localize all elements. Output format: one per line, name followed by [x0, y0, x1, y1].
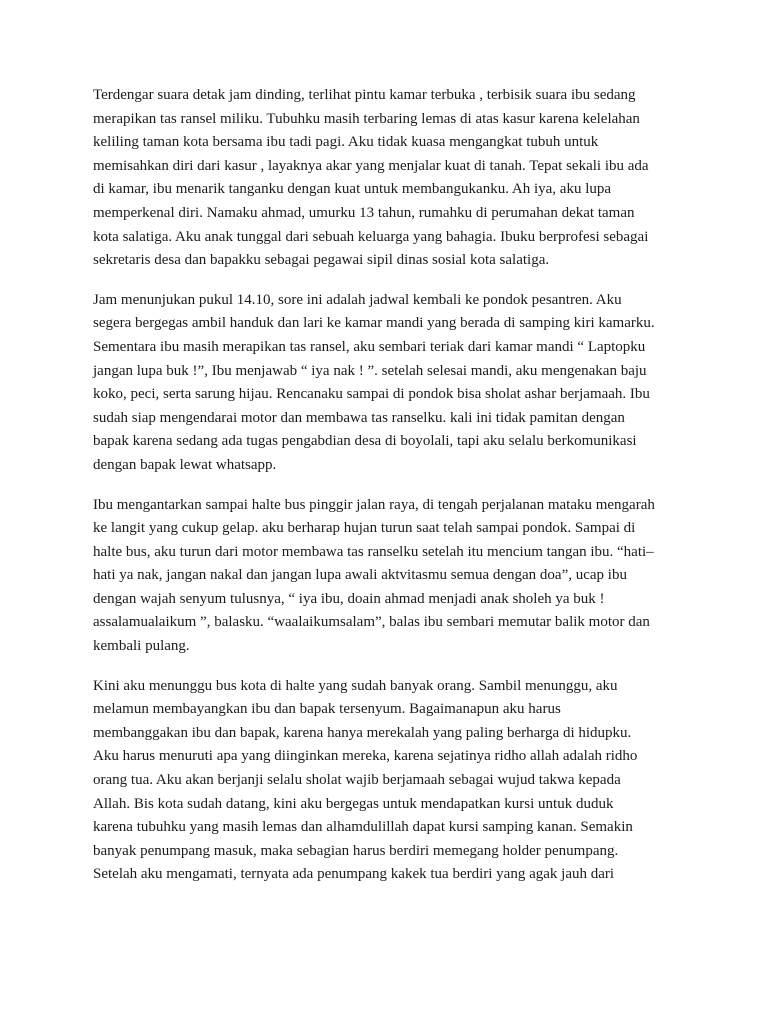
text-line: Aku harus menuruti apa yang diinginkan mereka, karena sejatinya ridho allah adalah ridho: [93, 748, 638, 765]
text-line: kota salatiga. Aku anak tunggal dari sebuah keluarga yang bahagia. Ibuku berprofesi sebagai: [93, 228, 649, 245]
text-line: orang tua. Aku akan berjanji selalu sholat wajib berjamaah sebagai wujud takwa kepada: [93, 772, 621, 789]
text-line: ke langit yang cukup gelap. aku berharap hujan turun saat telah sampai pondok. Sampai di: [93, 520, 636, 537]
text-line: hati ya nak, jangan nakal dan jangan lupa awali aktvitasmu semua dengan doa”, ucap ibu: [93, 567, 627, 584]
text-line: karena tubuhku yang masih lemas dan alhamdulillah dapat kursi samping kanan. Semakin: [93, 819, 633, 836]
paragraph-4: [93, 675, 683, 887]
paragraph-3: [93, 494, 683, 659]
text-line: bapak karena sedang ada tugas pengabdian desa di boyolali, tapi aku selalu berkomunikasi: [93, 433, 637, 450]
text-line: keliling taman kota bersama ibu tadi pagi. Aku tidak kuasa mengangkat tubuh untuk: [93, 134, 599, 151]
text-line: Ibu mengantarkan sampai halte bus pinggir jalan raya, di tengah perjalanan mataku mengarah: [93, 496, 655, 513]
paragraph-1: [93, 84, 683, 273]
text-line: Kini aku menunggu bus kota di halte yang sudah banyak orang. Sambil menunggu, aku: [93, 677, 618, 694]
text-line: memisahkan diri dari kasur , layaknya akar yang menjalar kuat di tanah. Tepat sekali ibu ada: [93, 157, 649, 174]
text-line: melamun membayangkan ibu dan bapak tersenyum. Bagaimanapun aku harus: [93, 701, 561, 718]
text-line: Allah. Bis kota sudah datang, kini aku bergegas untuk mendapatkan kursi untuk duduk: [93, 795, 614, 812]
document-body: [93, 84, 683, 903]
text-line: assalamualaikum ”, balasku. “waalaikumsalam”, balas ibu sembari memutar balik motor dan: [93, 614, 650, 631]
text-line: membanggakan ibu dan bapak, karena hanya merekalah yang paling berharga di hidupku.: [93, 724, 632, 741]
text-line: di kamar, ibu menarik tanganku dengan kuat untuk membangukanku. Ah iya, aku lupa: [93, 181, 612, 198]
text-line: segera bergegas ambil handuk dan lari ke kamar mandi yang berada di samping kiri kamarku.: [93, 315, 655, 332]
text-line: halte bus, aku turun dari motor membawa tas ranselku setelah itu mencium tangan ibu. “hati–: [93, 543, 654, 560]
text-line: dengan wajah senyum tulusnya, “ iya ibu, doain ahmad menjadi anak sholeh ya buk !: [93, 590, 605, 607]
paragraph-2: [93, 289, 683, 478]
text-line: Jam menunjukan pukul 14.10, sore ini adalah jadwal kembali ke pondok pesantren. Aku: [93, 291, 622, 308]
text-line: Setelah aku mengamati, ternyata ada penumpang kakek tua berdiri yang agak jauh dari: [93, 866, 615, 883]
text-line: merapikan tas ransel miliku. Tubuhku masih terbaring lemas di atas kasur karena kelelahan: [93, 110, 640, 127]
text-line: dengan bapak lewat whatsapp.: [93, 456, 277, 473]
text-line: Sementara ibu masih merapikan tas ransel, aku sembari teriak dari kamar mandi “ Laptopku: [93, 338, 646, 355]
text-line: koko, peci, serta sarung hijau. Rencanaku sampai di pondok bisa sholat ashar berjamaah. Ibu: [93, 386, 650, 403]
text-line: banyak penumpang masuk, maka sebagian harus berdiri memegang holder penumpang.: [93, 842, 619, 859]
text-line: kembali pulang.: [93, 638, 190, 655]
text-line: Terdengar suara detak jam dinding, terlihat pintu kamar terbuka , terbisik suara ibu sedang: [93, 87, 636, 103]
text-line: memperkenal diri. Namaku ahmad, umurku 13 tahun, rumahku di perumahan dekat taman: [93, 204, 635, 221]
text-line: jangan lupa buk !”, Ibu menjawab “ iya nak ! ”. setelah selesai mandi, aku mengenakan baju: [93, 362, 647, 379]
text-line: sudah siap mengendarai motor dan membawa tas ranselku. kali ini tidak pamitan dengan: [93, 409, 625, 426]
text-line: sekretaris desa dan bapakku sebagai pegawai sipil dinas sosial kota salatiga.: [93, 252, 550, 269]
